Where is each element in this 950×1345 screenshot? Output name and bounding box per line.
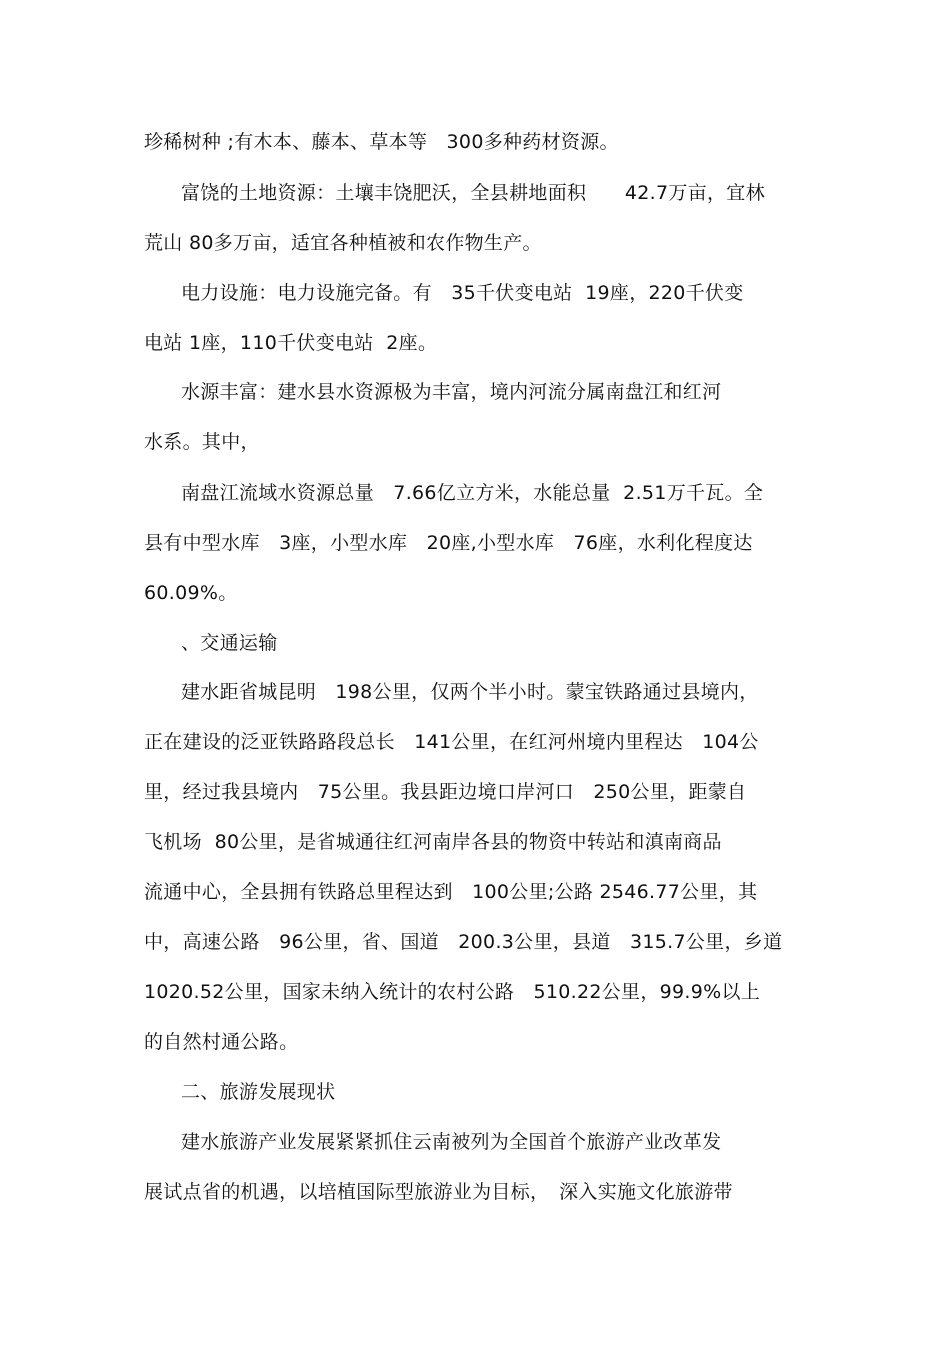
text-line: 流通中心，全县拥有铁路总里程达到 100公里;公路 2546.77公里，其 [144,881,758,903]
paragraph-line: 水源丰富：建水县水资源极为丰富，境内河流分属南盘江和红河 [181,381,722,403]
text-line: 水系。其中， [144,431,260,453]
text-line: 县有中型水库 3座，小型水库 20座,小型水库 76座，水利化程度达 [144,532,753,554]
text-line: 的自然村通公路。 [144,1031,299,1053]
text-line: 珍稀树种 ;有木本、藤本、草本等 300多种药材资源。 [144,131,619,153]
text-line: 里，经过我县境内 75公里。我县距边境口岸河口 250公里，距蒙自 [144,781,747,803]
text-line: 正在建设的泛亚铁路路段总长 141公里，在红河州境内里程达 104公 [144,731,759,753]
text-line: 中，高速公路 96公里，省、国道 200.3公里，县道 315.7公里，乡道 [144,931,783,953]
text-line: 荒山 80多万亩，适宜各种植被和农作物生产。 [144,232,542,254]
text-line: 展试点省的机遇，以培植国际型旅游业为目标， 深入实施文化旅游带 [144,1181,733,1203]
paragraph-line: 南盘江流域水资源总量 7.66亿立方米，水能总量 2.51万千瓦。全 [181,482,764,504]
paragraph-line: 电力设施：电力设施完备。有 35千伏变电站 19座，220千伏变 [181,282,744,304]
paragraph-line: 建水旅游产业发展紧紧抓住云南被列为全国首个旅游产业改革发 [181,1131,722,1153]
paragraph-line: 建水距省城昆明 198公里，仅两个半小时。蒙宝铁路通过县境内， [181,681,759,703]
section-heading: 、交通运输 [181,632,278,654]
section-heading: 二、旅游发展现状 [181,1081,336,1103]
text-line: 60.09%。 [144,582,238,604]
text-line: 电站 1座，110千伏变电站 2座。 [144,332,438,354]
text-line: 飞机场 80公里，是省城通往红河南岸各县的物资中转站和滇南商品 [144,831,722,853]
text-line: 1020.52公里，国家未纳入统计的农村公路 510.22公里，99.9%以上 [144,981,761,1003]
paragraph-line: 富饶的土地资源：土壤丰饶肥沃，全县耕地面积 42.7万亩，宜林 [181,182,765,204]
